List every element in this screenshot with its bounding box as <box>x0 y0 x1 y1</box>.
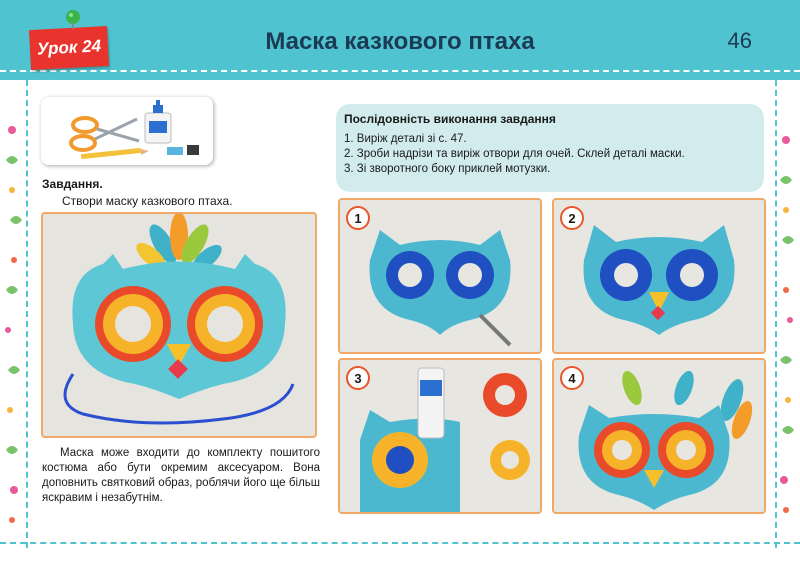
sequence-panel <box>336 104 764 192</box>
bottom-dashed-border <box>0 542 800 544</box>
sequence-title: Послідовність виконання завдання <box>344 112 556 126</box>
step-number-badge: 2 <box>560 206 584 230</box>
flower-border-right <box>770 100 800 530</box>
main-mask-photo <box>41 212 317 438</box>
task-label: Завдання. <box>42 177 103 191</box>
flower-border-left <box>0 100 30 530</box>
step-item: 3. Зі зворотного боку приклей мотузки. <box>344 163 551 175</box>
step-photo-2 <box>552 198 766 354</box>
pushpin-icon <box>62 8 84 30</box>
glue-bottle-icon <box>145 100 171 143</box>
step-number-badge: 3 <box>346 366 370 390</box>
page-number: 46 <box>727 28 752 53</box>
description-text: Маска може входити до комплекту пошитого костюма або бути окремим аксесуаром. Вона доповнить святковий образ, роблячи його ще більш яскравим і незабутнім. <box>42 447 320 504</box>
task-text: Створи маску казкового птаха. <box>62 194 233 208</box>
sharpener-icon <box>187 145 199 155</box>
page-title: Маска казкового птаха <box>265 28 535 55</box>
lesson-label: Урок 24 <box>36 36 102 59</box>
eraser-icon <box>167 147 183 155</box>
step-number-badge: 4 <box>560 366 584 390</box>
header-dashed-line <box>0 70 800 72</box>
tools-box <box>41 97 213 165</box>
step-photo-4 <box>552 358 766 514</box>
tools-illustration <box>41 97 213 165</box>
steps-list <box>344 132 685 177</box>
scissors-icon <box>71 118 139 150</box>
step-photo-1 <box>338 198 542 354</box>
step-item: 2. Зроби надрізи та виріж отвори для очей. Склей деталі маски. <box>344 148 685 160</box>
step-number-badge: 1 <box>346 206 370 230</box>
step-item: 1. Виріж деталі зі с. 47. <box>344 133 467 145</box>
step-photo-3 <box>338 358 542 514</box>
